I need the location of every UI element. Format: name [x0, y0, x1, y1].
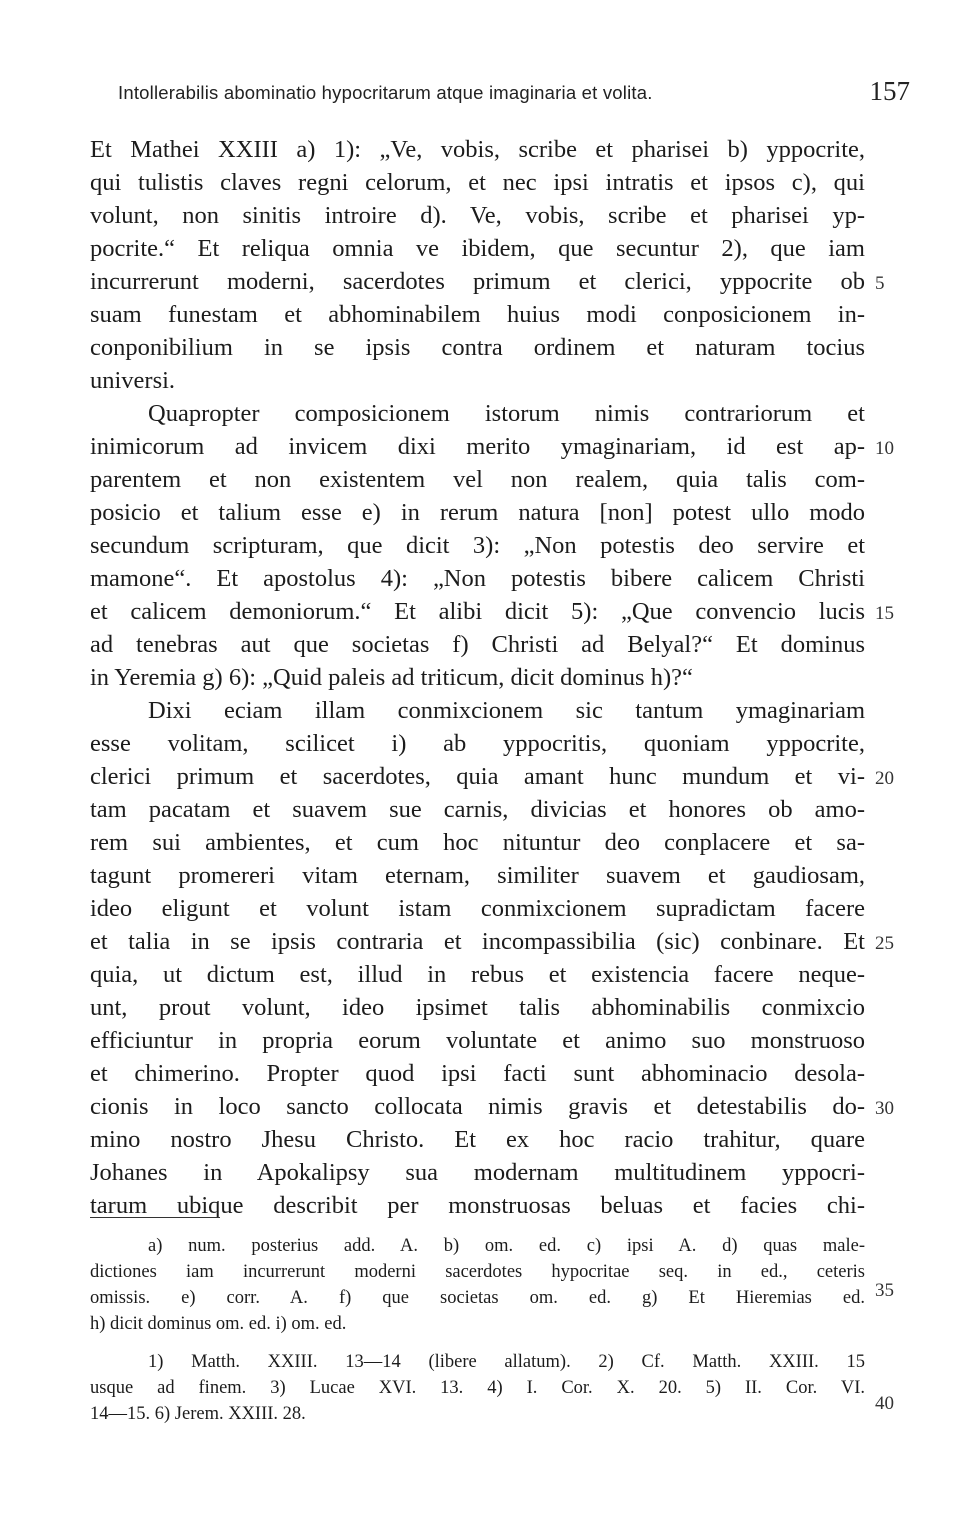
text-line: et talia in se ipsis contraria et incompassibilia (sic) conbinare. Et: [90, 928, 865, 955]
text-line: qui tulistis claves regni celorum, et nec ipsi intratis et ipsos c), qui: [90, 169, 865, 196]
text-line: ideo eligunt et volunt istam conmixcionem supradictam facere: [90, 895, 865, 922]
line-number: 35: [875, 1280, 894, 1301]
text-line: mino nostro Jhesu Christo. Et ex hoc racio trahitur, quare: [90, 1126, 865, 1153]
text-line: suam funestam et abhominabilem huius modi conposicionem in-: [90, 301, 865, 328]
text-line: incurrerunt moderni, sacerdotes primum et clerici, yppocrite ob: [90, 268, 865, 295]
running-title: Intollerabilis abominatio hypocritarum atque imaginaria et volita.: [118, 82, 653, 103]
citation-line: 1) Matth. XXIII. 13—14 (libere allatum). 2) Cf. Matth. XXIII. 15: [148, 1352, 865, 1372]
text-line: et calicem demoniorum.“ Et alibi dicit 5): „Que convencio lucis: [90, 598, 865, 625]
text-line: tagunt promereri vitam eternam, similiter suavem et gaudiosam,: [90, 862, 865, 889]
citation-line: 14—15. 6) Jerem. XXIII. 28.: [90, 1404, 306, 1424]
text-line: posicio et talium esse e) in rerum natura [non] potest ullo modo: [90, 499, 865, 526]
text-line: et chimerino. Propter quod ipsi facti sunt abhominacio desola-: [90, 1060, 865, 1087]
text-line: pocrite.“ Et reliqua omnia ve ibidem, que secuntur 2), que iam: [90, 235, 865, 262]
text-line: inimicorum ad invicem dixi merito ymaginariam, id est ap-: [90, 433, 865, 460]
text-line: universi.: [90, 367, 176, 394]
text-line: Et Mathei XXIII a) 1): „Ve, vobis, scribe et pharisei b) yppocrite,: [90, 136, 865, 163]
citation-line: usque ad finem. 3) Lucae XVI. 13. 4) I. Cor. X. 20. 5) II. Cor. VI.: [90, 1378, 865, 1398]
footnote-line: h) dicit dominus om. ed. i) om. ed.: [90, 1314, 347, 1334]
text-line: Dixi eciam illam conmixcionem sic tantum ymaginariam: [148, 697, 865, 724]
text-line: in Yeremia g) 6): „Quid paleis ad triticum, dicit dominus h)?“: [90, 664, 693, 691]
line-number: 10: [875, 438, 894, 459]
line-number: 5: [875, 273, 885, 294]
text-line: unt, prout volunt, ideo ipsimet talis abhominabilis conmixcio: [90, 994, 865, 1021]
text-line: quia, ut dictum est, illud in rebus et existencia facere neque-: [90, 961, 865, 988]
text-line: tam pacatam et suavem sue carnis, divicias et honores ob amo-: [90, 796, 865, 823]
footnote-line: a) num. posterius add. A. b) om. ed. c) ipsi A. d) quas male-: [148, 1236, 865, 1256]
line-number: 25: [875, 933, 894, 954]
footnote-divider: [90, 1217, 220, 1218]
text-line: secundum scripturam, que dicit 3): „Non potestis deo servire et: [90, 532, 865, 559]
text-line: esse volitam, scilicet i) ab yppocritis, quoniam yppocrite,: [90, 730, 865, 757]
text-line: conponibilium in se ipsis contra ordinem et naturam tocius: [90, 334, 865, 361]
text-line: efficiuntur in propria eorum voluntate et animo suo monstruoso: [90, 1027, 865, 1054]
page-header: [118, 78, 908, 114]
text-line: rem sui ambientes, et cum hoc nituntur deo conplacere et sa-: [90, 829, 865, 856]
footnote-line: omissis. e) corr. A. f) que societas om. ed. g) Et Hieremias ed.: [90, 1288, 865, 1308]
text-line: cionis in loco sancto collocata nimis gravis et detestabilis do-: [90, 1093, 865, 1120]
line-number: 20: [875, 768, 894, 789]
line-number: 15: [875, 603, 894, 624]
page-number: 157: [869, 76, 910, 106]
text-line: clerici primum et sacerdotes, quia amant hunc mundum et vi-: [90, 763, 865, 790]
text-line: volunt, non sinitis introire d). Ve, vobis, scribe et pharisei yp-: [90, 202, 865, 229]
text-line: tarum ubique describit per monstruosas beluas et facies chi-: [90, 1192, 865, 1219]
footnote-line: dictiones iam incurrerunt moderni sacerdotes hypocritae seq. in ed., ceteris: [90, 1262, 865, 1282]
text-line: ad tenebras aut que societas f) Christi ad Belyal?“ Et dominus: [90, 631, 865, 658]
text-line: Quapropter composicionem istorum nimis contrariorum et: [148, 400, 865, 427]
text-line: mamone“. Et apostolus 4): „Non potestis bibere calicem Christi: [90, 565, 865, 592]
text-line: parentem et non existentem vel non realem, quia talis com-: [90, 466, 865, 493]
line-number: 30: [875, 1098, 894, 1119]
text-line: Johanes in Apokalipsy sua modernam multitudinem yppocri-: [90, 1159, 865, 1186]
line-number: 40: [875, 1393, 894, 1414]
